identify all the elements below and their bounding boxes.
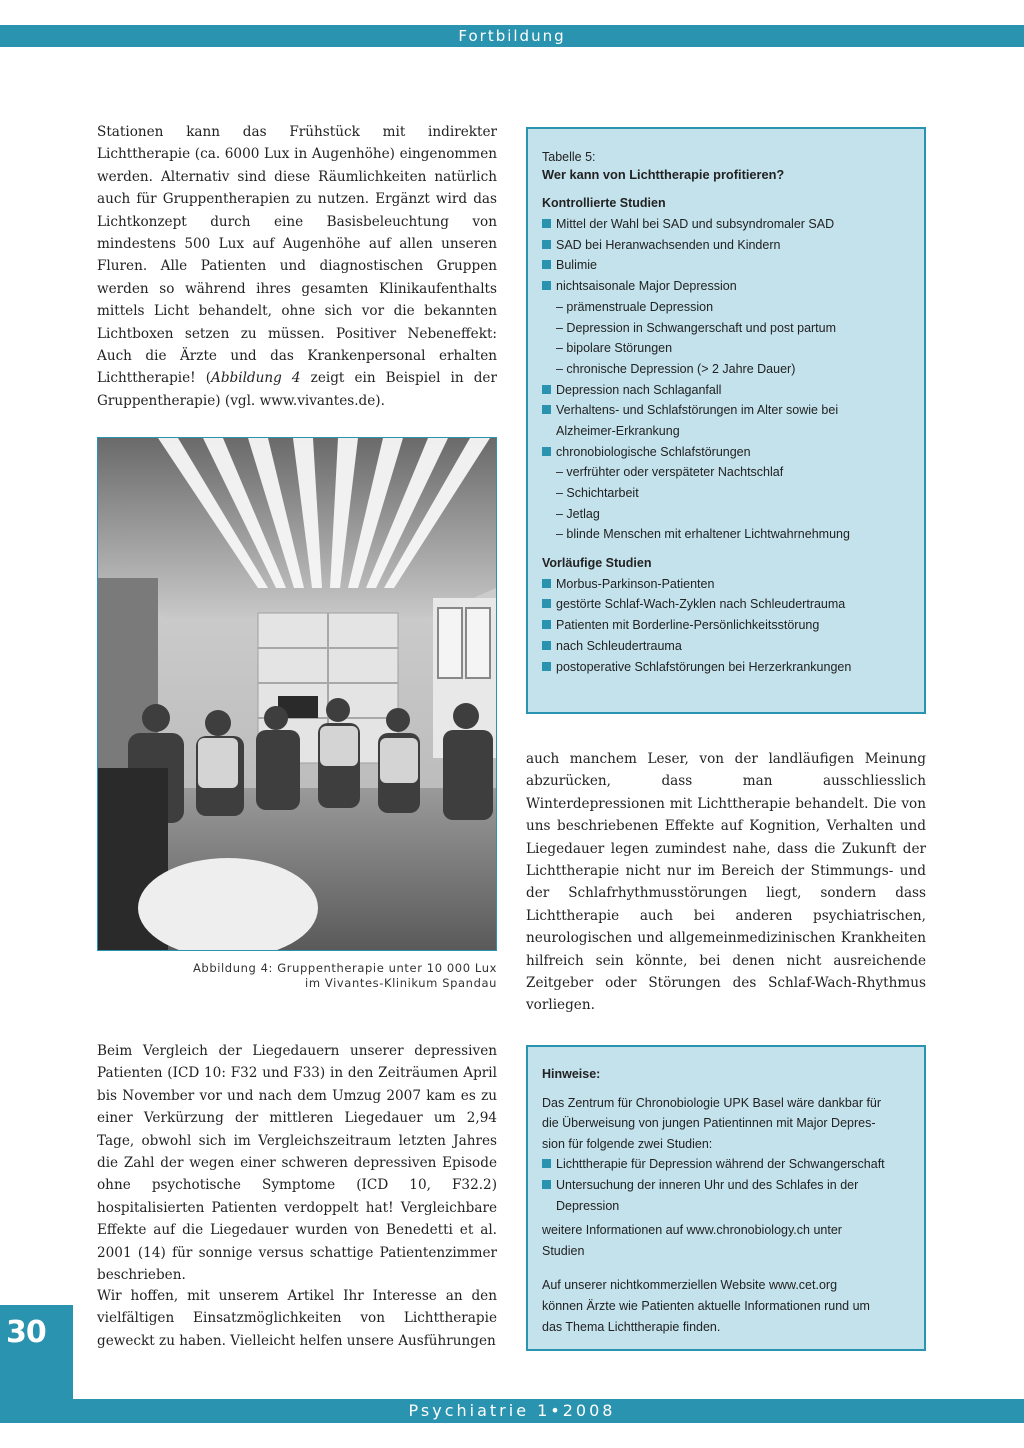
body-paragraph-1 (97, 121, 497, 412)
hints-text-line: die Überweisung von jungen Patientinnen mit Major Depres- (542, 1116, 876, 1131)
bullet-square-icon (542, 385, 551, 394)
body-paragraph-3: Wir hoffen, mit unserem Artikel Ihr Interesse an den vielfältigen Einsatzmöglichkeiten von Lichttherapie geweckt zu haben. Vielleicht helfen unsere Ausführungen (97, 1288, 497, 1349)
hints-text-line: Studien (542, 1243, 585, 1258)
list-item: Mittel der Wahl bei SAD und subsyndromaler SAD (542, 214, 910, 235)
bullet-square-icon (542, 405, 551, 414)
list-item: Patienten mit Borderline-Persönlichkeitsstörung (542, 615, 910, 636)
list-item: Untersuchung der inneren Uhr und des Schlafes in der (542, 1175, 910, 1196)
hints-box (526, 1045, 926, 1351)
figure-reference: Abbildung 4 (211, 370, 301, 387)
list-item: Morbus-Parkinson-Patienten (542, 574, 910, 595)
hints-text-line: Das Zentrum für Chronobiologie UPK Basel wäre dankbar für (542, 1095, 882, 1110)
list-item-continuation: Alzheimer-Erkrankung (556, 423, 680, 438)
sub-list-item: – chronische Depression (> 2 Jahre Dauer) (556, 361, 796, 376)
bullet-square-icon (542, 620, 551, 629)
hints-text-line: das Thema Lichttherapie finden. (542, 1319, 721, 1334)
photo-illustration (98, 438, 496, 950)
list-item-continuation: Depression (556, 1198, 620, 1213)
list-item: nach Schleudertrauma (542, 636, 910, 657)
list-item: Verhaltens- und Schlafstörungen im Alter sowie bei (542, 400, 910, 421)
section-heading: Vorläufige Studien (542, 556, 652, 571)
list-item: gestörte Schlaf-Wach-Zyklen nach Schleudertrauma (542, 594, 910, 615)
sub-list-item: – blinde Menschen mit erhaltener Lichtwahrnehmung (556, 527, 850, 542)
list-item: nichtsaisonale Major Depression (542, 276, 910, 297)
body-paragraph-2: Beim Vergleich der Liegedauern unserer depressiven Patienten (ICD 10: F32 und F33) in den Zeiträumen April bis November vor und nach dem Umzug 2007 kam es zu einer Verkürzung der mittleren Liegedauer um 2,94 Tage, obwohl sich im Vergleichszeitraum letzten Jahres die Zahl der wegen einer schweren depressiven Episode ohne psychotische Symptome (ICD 10, F32.2) hospitalisierten Patienten verdoppelt hat! Vergleichbare Effekte auf die Liegedauer wurden von Benedetti et al. 2001 (14) für sonnige versus schattige Patientenzimmer beschrieben. (97, 1043, 497, 1284)
caption-line: Abbildung 4: Gruppentherapie unter 10 000 Lux (192, 961, 497, 975)
bullet-square-icon (542, 641, 551, 650)
sub-list-item: – verfrühter oder verspäteter Nachtschlaf (556, 465, 784, 480)
sub-list-item: – Schichtarbeit (556, 486, 639, 500)
group-therapy-photo (97, 437, 497, 951)
bullet-square-icon (542, 219, 551, 228)
bullet-square-icon (542, 579, 551, 588)
paragraph-text: Stationen kann das Frühstück mit indirekter Lichttherapie (ca. 6000 Lux in Augenhöhe) eingenommen werden. Alternativ sind diese Räumlichkeiten natürlich auch für Gruppentherapien zu nutzen. Ergänzt wird das Lichtkonzept durch eine Basisbeleuchtung von mindestens 500 Lux auf Augenhöhe auf allen unseren Fluren. Alle Patienten und diagnostischen Gruppen werden so während ihres gesamten Klinikaufenthalts mittels Licht behandelt, ohne sich vor die bekannten Lichtboxen setzen zu müssen. Positiver Nebeneffekt: Auch die Ärzte und das Krankenpersonal erhalten Lichttherapie! ( (97, 124, 497, 387)
bullet-square-icon (542, 1180, 551, 1189)
journal-issue: Psychiatrie 1•2008 (408, 1401, 616, 1420)
bullet-square-icon (542, 599, 551, 608)
list-item: Bulimie (542, 255, 910, 276)
figure-caption (97, 961, 497, 991)
page-number: 30 (6, 1315, 46, 1350)
section-heading: Kontrollierte Studien (542, 196, 666, 211)
footer-bar (0, 1399, 1024, 1423)
sub-list-item: – Depression in Schwangerschaft und post partum (556, 320, 837, 335)
bullet-square-icon (542, 260, 551, 269)
list-item: Depression nach Schlaganfall (542, 380, 910, 401)
sub-list-item: – bipolare Störungen (556, 341, 673, 356)
hints-text-line: sion für folgende zwei Studien: (542, 1136, 713, 1151)
caption-line: im Vivantes-Klinikum Spandau (305, 976, 497, 990)
list-item: chronobiologische Schlafstörungen (542, 442, 910, 463)
bullet-square-icon (542, 240, 551, 249)
table-label: Tabelle 5: (542, 150, 596, 164)
hints-text-line: können Ärzte wie Patienten aktuelle Informationen rund um (542, 1298, 870, 1313)
hints-text-line: Auf unserer nichtkommerziellen Website www.cet.org (542, 1278, 838, 1293)
bullet-square-icon (542, 281, 551, 290)
hints-text-line: weitere Informationen auf www.chronobiology.ch unter (542, 1223, 842, 1238)
section-header-bar (0, 25, 1024, 47)
page-number-tab (0, 1305, 73, 1399)
sub-list-item: – prämenstruale Depression (556, 299, 714, 314)
sub-list-item: – Jetlag (556, 506, 600, 521)
list-item: Lichttherapie für Depression während der Schwangerschaft (542, 1154, 910, 1175)
body-paragraph-right: auch manchem Leser, von der landläufigen Meinung abzurücken, dass man ausschliesslich Winterdepressionen mit Lichttherapie behandelt. Die von uns beschriebenen Effekte auf Kognition, Verhalten und Liegedauer legen zumindest nahe, dass die Zukunft der Lichttherapie nicht nur im Bereich der Stimmungs- und der Schlafrhythmusstörungen liegt, sondern dass Lichttherapie auch bei anderen psychiatrischen, neurologischen und allgemeinmedizinischen Krankheiten hilfreich sein könnte, bei denen nicht ausreichende Zeitgeber oder Störungen des Schlaf-Wach-Rhythmus vorliegen. (526, 751, 926, 1014)
bullet-square-icon (542, 1159, 551, 1168)
bullet-square-icon (542, 662, 551, 671)
table-5-box (526, 127, 926, 714)
list-item: postoperative Schlafstörungen bei Herzerkrankungen (542, 657, 910, 678)
table-title: Wer kann von Lichttherapie profitieren? (542, 166, 785, 182)
list-item: SAD bei Heranwachsenden und Kindern (542, 235, 910, 256)
hints-title: Hinweise: (542, 1067, 601, 1081)
bullet-square-icon (542, 447, 551, 456)
section-title: Fortbildung (458, 27, 566, 45)
paragraph-text: zeigt ein Beispiel in der Gruppentherapie) (vgl. www.vivantes.de). (97, 370, 497, 409)
